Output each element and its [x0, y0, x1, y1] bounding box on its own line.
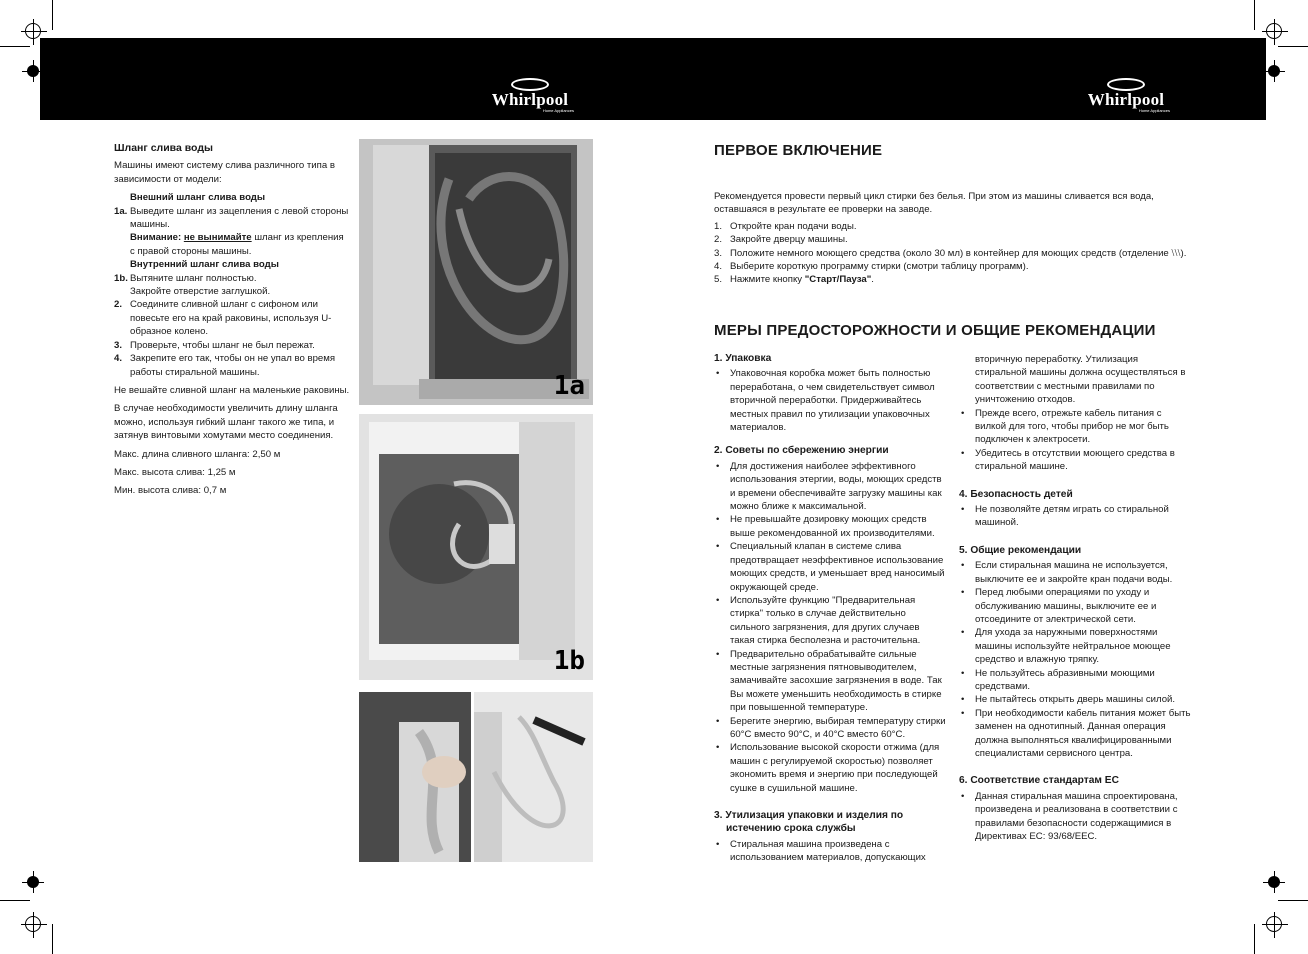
registration-mark-top-left — [25, 23, 41, 39]
washer-rear-hose-illustration — [359, 139, 593, 405]
section-disposal-continued — [959, 353, 1191, 474]
section-title — [714, 809, 946, 836]
section-packaging — [714, 352, 946, 434]
item-number: 5. — [714, 274, 723, 286]
bullet: • — [961, 407, 965, 419]
bullet: • — [716, 715, 720, 727]
item-text-start: Нажмите кнопку — [730, 274, 805, 286]
drain-hose-section — [114, 142, 350, 503]
item-text: Прежде всего, отрежьте кабель питания с вилкой для того, чтобы прибор не мог быть подключен к электросети. — [975, 407, 1169, 446]
step-number: 1b. — [114, 272, 128, 284]
bullet: • — [716, 368, 720, 380]
photo-label-1b: 1b — [553, 646, 585, 676]
section-disposal — [714, 809, 946, 865]
max-drain-height: Макс. высота слива: 1,25 м — [114, 466, 236, 478]
intro-text: Машины имеют систему слива различного типа в зависимости от модели: — [114, 160, 335, 185]
bullet: • — [961, 667, 965, 679]
logo-sub-text: Home Appliances — [542, 108, 574, 113]
precautions-column-right — [959, 353, 1191, 853]
step-2 — [114, 298, 350, 338]
item-text: Откройте кран подачи воды. — [730, 220, 857, 232]
photo-1a-washer-back — [359, 139, 593, 405]
precautions-title: МЕРЫ ПРЕДОСТОРОЖНОСТИ И ОБЩИЕ РЕКОМЕНДАЦИИ — [714, 322, 1156, 339]
item-text: Перед любыми операциями по уходу и обслуживанию машины, выключите ее и отсоедините от электрической сети. — [975, 587, 1157, 625]
item-text: Для ухода за наружными поверхностями машины используйте нейтральное моющее средство и влажную тряпку. — [975, 627, 1171, 666]
external-hose-heading: Внешний шланг слива воды — [130, 192, 266, 204]
item-text: Данная стиральная машина спроектирована, произведена и реализована в соответствии с правилами безопасности содержащимися в Директивах EC: 93/68/EEC. — [975, 790, 1178, 842]
first-start-steps — [714, 220, 1194, 287]
attention-label: Внимание: — [130, 232, 182, 244]
step-text: Закрепите его так, чтобы он не упал во время работы стиральной машины. — [130, 353, 336, 378]
bullet: • — [716, 541, 720, 553]
step-text: Выведите шланг из зацепления с левой стороны машины. — [130, 205, 349, 231]
section-title: 5. Общие рекомендации — [959, 544, 1082, 556]
registration-mark-top-right — [1266, 23, 1282, 39]
photo-hose-pull-out — [359, 692, 471, 862]
step-text: Проверьте, чтобы шланг не был пережат. — [130, 339, 315, 351]
step-1b — [114, 272, 350, 299]
first-start-intro: Рекомендуется провести первый цикл стирки без белья. При этом из машины сливается вся вода, оставшаяся в результате ее проверки на заводе. — [714, 191, 1154, 216]
registration-dot-right-bottom — [1268, 876, 1280, 888]
internal-hose-heading: Внутренний шланг слива воды — [130, 259, 279, 271]
list-item — [959, 447, 1191, 474]
attention-emphasis: не вынимайте — [183, 232, 252, 244]
note-extension: В случае необходимости увеличить длину шланга можно, используя гибкий шланг такого же типа, и затянув винтовыми хомутами место соединения. — [114, 403, 338, 442]
item-text: Для достижения наиболее эффективного использования этергии, воды, моющих средств и времени обеспечивайте загрузку машины как можно ближе к максимальной. — [730, 460, 942, 513]
item-text: При необходимости кабель питания может быть заменен на однотипный. Данная операция должна выполняться квалифицированными специалистами сервисного центра. — [975, 707, 1191, 759]
list-item — [959, 667, 1191, 694]
step-1a — [114, 205, 350, 232]
attention-note — [114, 231, 350, 258]
list-item — [959, 407, 1191, 447]
list-item — [959, 693, 1191, 706]
item-text: вторичную переработку. Утилизация стиральной машины должна осуществляться в соответствии с местными правилами по уничтожению отходов. — [975, 354, 1186, 406]
step-number: 2. — [114, 299, 123, 311]
item-text: Не позволяйте детям играть со стиральной машиной. — [975, 504, 1169, 529]
list-item — [714, 540, 946, 594]
bullet: • — [961, 560, 965, 572]
photo-label-1a: 1a — [553, 371, 585, 401]
registration-dot-right-top — [1268, 65, 1280, 77]
item-number: 4. — [714, 261, 723, 273]
list-item — [959, 790, 1191, 844]
list-item — [714, 220, 1194, 233]
item-text: Не пытайтесь открыть дверь машины силой. — [975, 694, 1176, 706]
first-start-title: ПЕРВОЕ ВКЛЮЧЕНИЕ — [714, 142, 883, 159]
bullet: • — [716, 648, 720, 660]
list-item-continued — [959, 353, 1191, 407]
item-text: Если стиральная машина не используется, выключите ее и закройте кран подачи воды. — [975, 560, 1173, 585]
item-text: Берегите энергию, выбирая температуру стирки 60°C вместо 90°C, и 40°C вместо 60°C. — [730, 715, 946, 740]
min-drain-height: Мин. высота слива: 0,7 м — [114, 485, 227, 497]
bullet: • — [961, 504, 965, 516]
list-item — [959, 559, 1191, 586]
list-item — [714, 838, 946, 865]
item-text: Не пользуйтесь абразивными моющими средствами. — [975, 667, 1155, 692]
step-3 — [114, 339, 350, 352]
item-text: Закройте дверцу машины. — [730, 234, 848, 246]
step-number: 1a. — [114, 205, 128, 217]
start-pause-label: "Старт/Пауза" — [804, 274, 872, 286]
section-child-safety — [959, 488, 1191, 530]
bullet: • — [716, 594, 720, 606]
list-item — [714, 260, 1194, 273]
list-item — [714, 741, 946, 795]
step-1b-line2: Закройте отверстие заглушкой. — [130, 286, 271, 298]
list-item — [714, 594, 946, 648]
section-ec-compliance — [959, 774, 1191, 843]
list-item — [959, 586, 1191, 626]
item-number: 3. — [714, 247, 723, 259]
registration-mark-bottom-left — [25, 916, 41, 932]
list-item — [714, 273, 1194, 286]
bullet: • — [961, 790, 965, 802]
list-item — [959, 707, 1191, 761]
bullet: • — [961, 587, 965, 599]
list-item — [714, 233, 1194, 246]
item-text: Не превышайте дозировку моющих средств выше рекомендованной их производителями. — [730, 514, 935, 539]
section-title: 1. Упаковка — [714, 353, 772, 364]
logo-brand-text: Whirlpool — [1087, 90, 1165, 109]
bullet: • — [961, 627, 965, 639]
item-text-end: . — [871, 274, 874, 286]
bullet: • — [961, 447, 965, 459]
registration-dot-left-bottom — [27, 876, 39, 888]
item-text: Убедитесь в отсутствии моющего средства в стиральной машине. — [975, 447, 1175, 473]
list-item — [714, 715, 946, 742]
step-4 — [114, 352, 350, 379]
section-energy — [714, 444, 946, 795]
item-text: Стиральная машина произведена с использованием материалов, допускающих — [730, 838, 926, 864]
list-item — [714, 648, 946, 715]
item-text: Использование высокой скорости отжима (для машин с регулируемой скоростью) позволяет экономить время и энергию при последующей сушке в сушильной машине. — [730, 742, 940, 794]
first-start-section — [714, 190, 1194, 287]
item-number: 1. — [714, 220, 723, 232]
item-text: Используйте функцию "Предварительная стирка" только в случае действительно сильного загрязнения, для других случаев такая стирка бесполезна и расточительна. — [730, 594, 921, 647]
bullet: • — [716, 514, 720, 526]
attention-text: шланг из крепления с правой стороны машины. — [130, 232, 344, 257]
step-number: 4. — [114, 353, 123, 365]
whirlpool-logo-right — [1078, 78, 1174, 113]
section-title-line2: истечению срока службы — [726, 823, 856, 835]
item-text: Положите немного моющего средства (около 30 мл) в контейнер для моющих средств (отделение ⧵⧵⧵). — [730, 247, 1187, 259]
section-title: 6. Соответствие стандартам EC — [959, 775, 1119, 787]
bullet: • — [716, 838, 720, 850]
step-1b-line1: Вытяните шланг полностью. — [130, 272, 257, 284]
bullet-spacer — [959, 353, 975, 407]
whirlpool-logo-left — [482, 78, 578, 113]
step-text: Соедините сливной шланг с сифоном или повесьте его на край раковины, используя U-образное колено. — [130, 299, 332, 338]
list-item — [959, 626, 1191, 666]
section-title: Шланг слива воды — [114, 142, 213, 154]
list-item — [714, 513, 946, 540]
step-number: 3. — [114, 339, 123, 351]
bullet: • — [961, 694, 965, 706]
logo-brand-text: Whirlpool — [491, 90, 569, 109]
section-title: 2. Советы по сбережению энергии — [714, 445, 889, 457]
max-hose-length: Макс. длина сливного шланга: 2,50 м — [114, 448, 281, 460]
section-title: 4. Безопасность детей — [959, 488, 1073, 500]
item-text: Упаковочная коробка может быть полностью переработана, о чем свидетельствует символ вторичной переработки. Придерживайтесь местных правил по утилизации упаковочных материалов. — [730, 368, 935, 434]
list-item — [714, 247, 1194, 260]
item-text — [730, 273, 1194, 286]
item-text: Предварительно обрабатывайте сильные местные загрязнения пятновыводителем, замачивайте засохшие загрязнения в воде. Так Вы можете уменьшить необходимость в стирке при повышенной температуре. — [730, 648, 942, 714]
precautions-column-left — [714, 352, 946, 875]
photo-hose-extended — [474, 692, 593, 862]
list-item — [714, 460, 946, 514]
note-small-sinks: Не вешайте сливной шланг на маленькие раковины. — [114, 384, 350, 396]
extended-hose-illustration — [474, 692, 593, 862]
bullet: • — [716, 742, 720, 754]
photo-1b-washer-back — [359, 414, 593, 680]
registration-mark-bottom-right — [1266, 916, 1282, 932]
item-number: 2. — [714, 234, 723, 246]
list-item — [714, 367, 946, 434]
washer-rear-internal-hose-illustration — [359, 414, 593, 680]
bullet: • — [961, 707, 965, 719]
section-title-line1: 3. Утилизация упаковки и изделия по — [714, 810, 904, 821]
list-item — [959, 503, 1191, 530]
step-text — [130, 272, 350, 299]
logo-sub-text: Home Appliances — [1138, 108, 1170, 113]
section-general — [959, 544, 1191, 761]
item-text: Выберите короткую программу стирки (смотри таблицу программ). — [730, 261, 1029, 273]
registration-dot-left-top — [27, 65, 39, 77]
bullet: • — [716, 460, 720, 472]
item-text: Специальный клапан в системе слива предотвращает неэффективное использование моющих средств, и уменьшает вред наносимый окружающей среде. — [730, 541, 945, 593]
hand-pulling-hose-illustration — [359, 692, 471, 862]
